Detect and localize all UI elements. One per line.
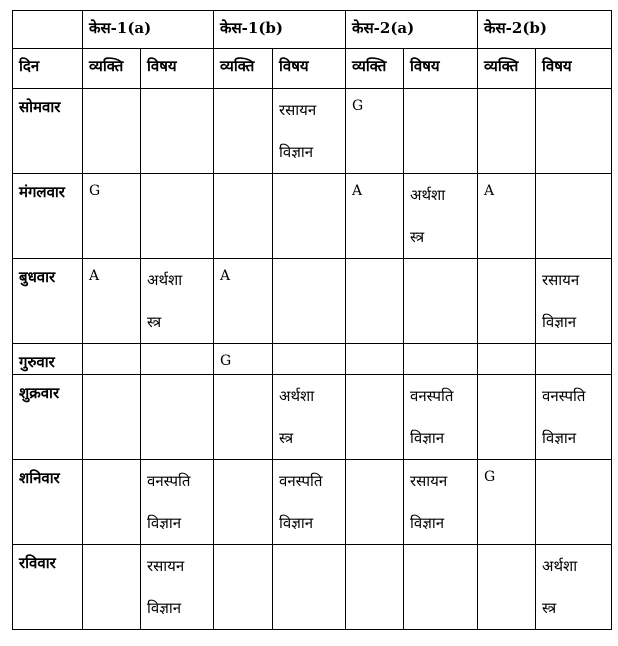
subject-text: स्त्र bbox=[279, 429, 294, 447]
subject-cell bbox=[141, 460, 214, 545]
subject-text: विज्ञान bbox=[279, 514, 314, 532]
person-cell: G bbox=[346, 89, 404, 174]
person-cell bbox=[83, 460, 141, 545]
subject-text: विज्ञान bbox=[542, 429, 577, 447]
person-cell bbox=[346, 545, 404, 630]
subject-column-header: विषय bbox=[536, 49, 612, 89]
subject-text: वनस्पति bbox=[147, 472, 191, 490]
subject-cell bbox=[141, 174, 214, 259]
person-cell bbox=[214, 174, 273, 259]
subject-text: रसायन bbox=[410, 472, 448, 490]
subject-column-header: विषय bbox=[404, 49, 478, 89]
subject-text: विज्ञान bbox=[147, 514, 182, 532]
person-cell bbox=[478, 375, 536, 460]
subject-cell bbox=[404, 259, 478, 344]
person-cell bbox=[478, 89, 536, 174]
person-cell: G bbox=[214, 344, 273, 375]
subject-cell bbox=[536, 344, 612, 375]
subject-cell bbox=[141, 545, 214, 630]
case-1b-header: केस-1(b) bbox=[214, 11, 346, 49]
subject-text: अर्थशा bbox=[410, 186, 446, 204]
case-1a-header: केस-1(a) bbox=[83, 11, 214, 49]
person-column-header: व्यक्ति bbox=[83, 49, 141, 89]
person-cell bbox=[214, 375, 273, 460]
subject-text: अर्थशा bbox=[147, 271, 183, 289]
subject-cell bbox=[273, 545, 346, 630]
person-cell bbox=[478, 259, 536, 344]
subject-cell bbox=[141, 89, 214, 174]
person-column-header: व्यक्ति bbox=[346, 49, 404, 89]
person-cell bbox=[83, 375, 141, 460]
subject-text: स्त्र bbox=[410, 228, 425, 246]
subject-cell bbox=[404, 89, 478, 174]
case-2a-header: केस-2(a) bbox=[346, 11, 478, 49]
subject-text: वनस्पति bbox=[410, 387, 454, 405]
subject-text: रसायन bbox=[147, 557, 185, 575]
person-cell: A bbox=[478, 174, 536, 259]
subject-cell bbox=[404, 375, 478, 460]
subject-cell bbox=[536, 460, 612, 545]
day-cell: गुरुवार bbox=[13, 344, 83, 375]
person-cell: G bbox=[83, 174, 141, 259]
person-cell bbox=[478, 344, 536, 375]
subject-text: वनस्पति bbox=[542, 387, 586, 405]
subject-cell bbox=[273, 89, 346, 174]
table-row bbox=[13, 259, 612, 344]
subject-text: विज्ञान bbox=[410, 429, 445, 447]
schedule-table bbox=[12, 10, 612, 630]
day-cell: मंगलवार bbox=[13, 174, 83, 259]
subject-cell bbox=[141, 344, 214, 375]
person-column-header: व्यक्ति bbox=[214, 49, 273, 89]
person-cell bbox=[214, 545, 273, 630]
subject-text: विज्ञान bbox=[147, 599, 182, 617]
table-row bbox=[13, 375, 612, 460]
subject-cell bbox=[273, 174, 346, 259]
subject-cell bbox=[404, 545, 478, 630]
subject-text: विज्ञान bbox=[410, 514, 445, 532]
schedule-body bbox=[13, 11, 612, 630]
subject-cell bbox=[536, 545, 612, 630]
person-cell bbox=[83, 344, 141, 375]
subject-text: विज्ञान bbox=[542, 313, 577, 331]
table-row bbox=[13, 545, 612, 630]
case-2b-header: केस-2(b) bbox=[478, 11, 612, 49]
subject-text: स्त्र bbox=[147, 313, 162, 331]
subject-cell bbox=[536, 89, 612, 174]
person-cell: A bbox=[83, 259, 141, 344]
day-cell: बुधवार bbox=[13, 259, 83, 344]
subject-text: अर्थशा bbox=[279, 387, 315, 405]
table-row bbox=[13, 460, 612, 545]
person-cell bbox=[346, 460, 404, 545]
person-cell bbox=[346, 375, 404, 460]
subject-cell bbox=[141, 375, 214, 460]
subject-text: रसायन bbox=[279, 101, 317, 119]
person-cell bbox=[214, 460, 273, 545]
subject-cell bbox=[536, 375, 612, 460]
table-row bbox=[13, 174, 612, 259]
subject-cell bbox=[273, 344, 346, 375]
subject-cell bbox=[536, 259, 612, 344]
person-cell bbox=[478, 545, 536, 630]
subject-column-header: विषय bbox=[273, 49, 346, 89]
subject-column-header: विषय bbox=[141, 49, 214, 89]
subject-text: रसायन bbox=[542, 271, 580, 289]
person-cell bbox=[346, 259, 404, 344]
day-cell: शुक्रवार bbox=[13, 375, 83, 460]
person-cell bbox=[83, 545, 141, 630]
subject-cell bbox=[404, 344, 478, 375]
person-column-header: व्यक्ति bbox=[478, 49, 536, 89]
subject-cell bbox=[273, 375, 346, 460]
person-cell: G bbox=[478, 460, 536, 545]
subject-cell bbox=[404, 174, 478, 259]
subject-text: स्त्र bbox=[542, 599, 557, 617]
person-cell: A bbox=[346, 174, 404, 259]
person-cell: A bbox=[214, 259, 273, 344]
day-cell: शनिवार bbox=[13, 460, 83, 545]
person-cell bbox=[83, 89, 141, 174]
subject-cell bbox=[404, 460, 478, 545]
day-column-header: दिन bbox=[13, 49, 83, 89]
corner-cell bbox=[13, 11, 83, 49]
subject-cell bbox=[536, 174, 612, 259]
table-row bbox=[13, 89, 612, 174]
subject-cell bbox=[273, 460, 346, 545]
day-cell: रविवार bbox=[13, 545, 83, 630]
subject-text: वनस्पति bbox=[279, 472, 323, 490]
day-cell: सोमवार bbox=[13, 89, 83, 174]
column-header-row bbox=[13, 49, 612, 89]
person-cell bbox=[214, 89, 273, 174]
case-header-row bbox=[13, 11, 612, 49]
subject-text: अर्थशा bbox=[542, 557, 578, 575]
table-row bbox=[13, 344, 612, 375]
subject-text: विज्ञान bbox=[279, 143, 314, 161]
subject-cell bbox=[141, 259, 214, 344]
person-cell bbox=[346, 344, 404, 375]
subject-cell bbox=[273, 259, 346, 344]
